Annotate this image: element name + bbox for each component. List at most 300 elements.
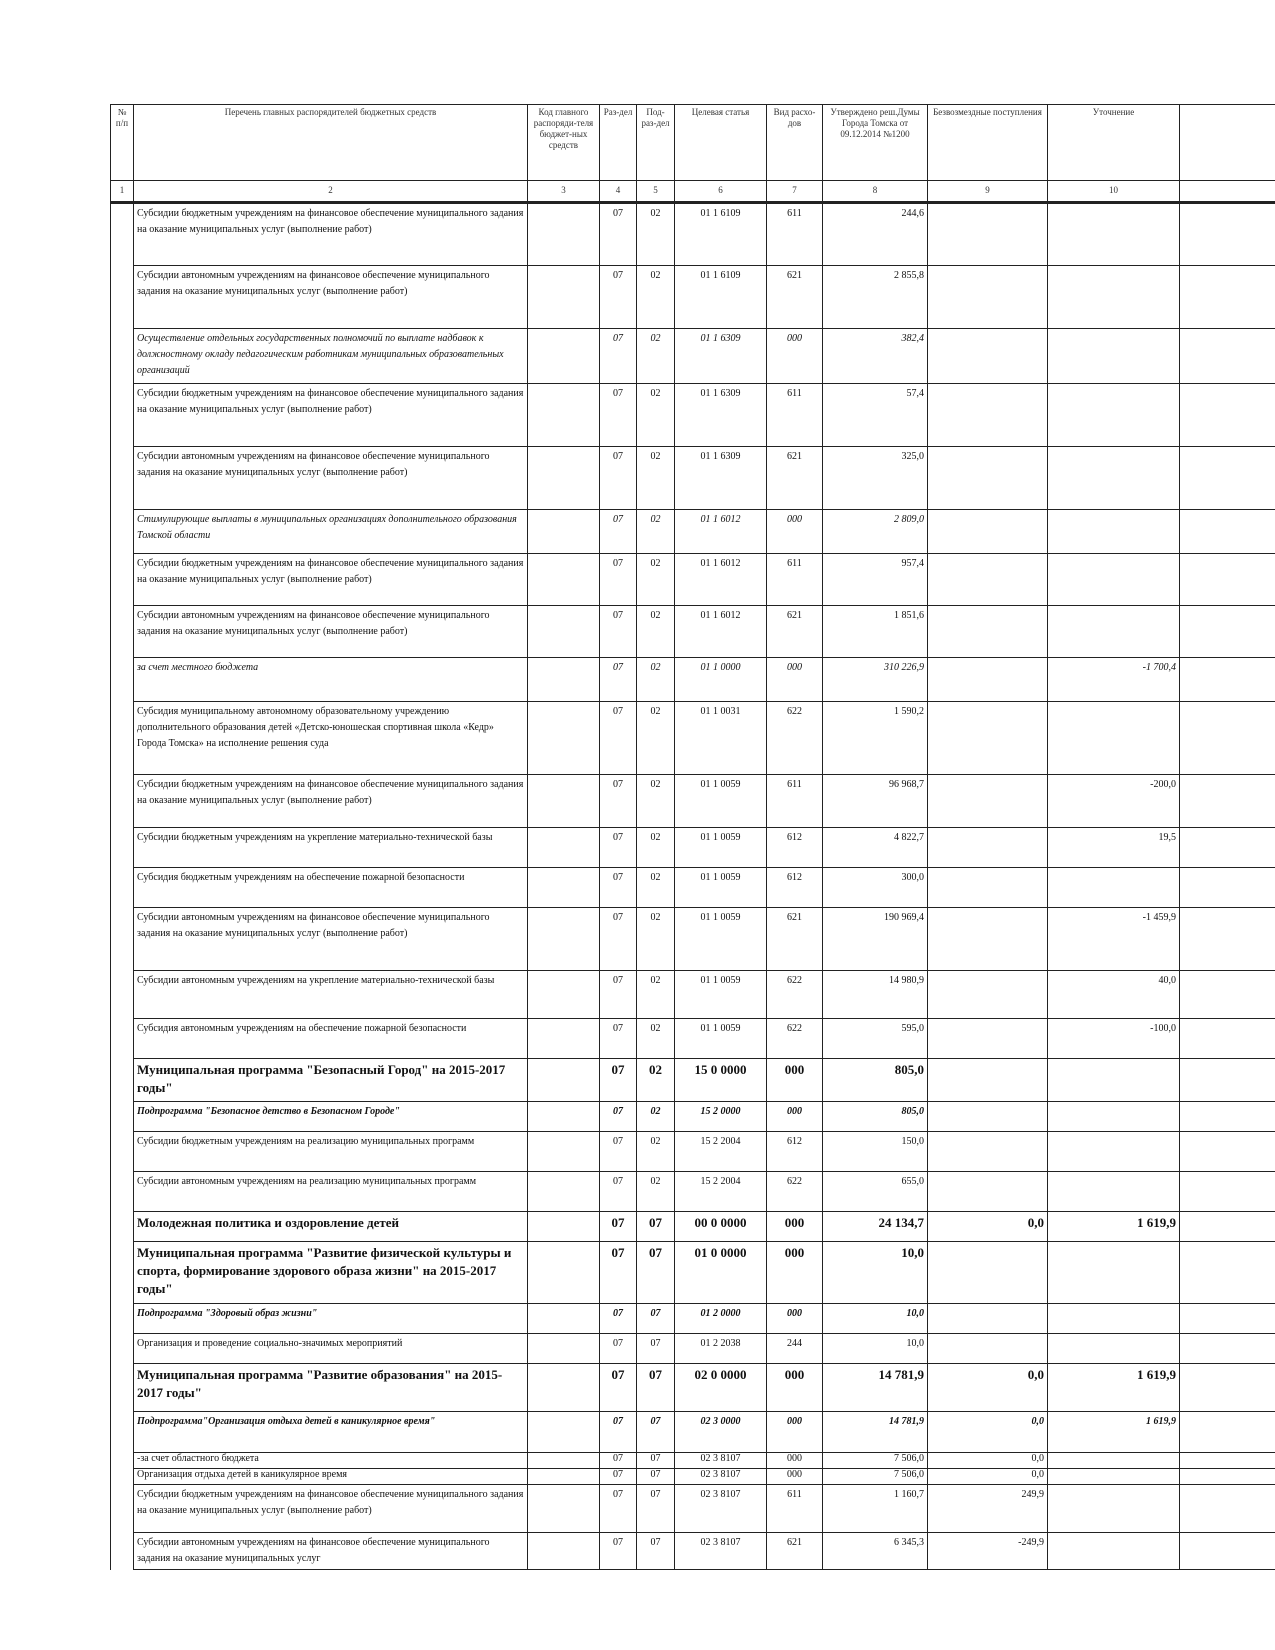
adjustment-amount-cell [1048, 1059, 1180, 1102]
col-header-target: Целевая статья [675, 105, 767, 181]
adjustment-amount-cell: 40,0 [1048, 971, 1180, 1019]
expense-name-cell: Субсидии бюджетным учреждениям на реализацию муниципальных программ [134, 1132, 528, 1172]
grant-amount-cell [928, 1334, 1048, 1364]
table-row [111, 203, 1275, 266]
podrazdel-cell: 02 [637, 203, 675, 266]
razdel-cell: 07 [600, 775, 637, 828]
expense-name-cell: Стимулирующие выплаты в муниципальных организациях дополнительного образования Томской области [134, 510, 528, 554]
extra-cell [1180, 775, 1275, 828]
expense-type-cell: 622 [767, 971, 823, 1019]
row-number-cell [111, 1102, 134, 1132]
expense-name-cell: Субсидии автономным учреждениям на финансовое обеспечение муниципального задания на оказание муниципальных услуг [134, 1533, 528, 1570]
row-number-cell [111, 1485, 134, 1533]
razdel-cell: 07 [600, 1059, 637, 1102]
grant-amount-cell [928, 606, 1048, 658]
razdel-cell: 07 [600, 1172, 637, 1212]
razdel-cell: 07 [600, 510, 637, 554]
grant-amount-cell [928, 1132, 1048, 1172]
target-article-cell: 01 1 0000 [675, 658, 767, 702]
adjustment-amount-cell: 1 619,9 [1048, 1212, 1180, 1242]
grant-amount-cell [928, 384, 1048, 447]
approved-amount-cell: 96 968,7 [823, 775, 928, 828]
table-row [111, 1102, 1275, 1132]
approved-amount-cell: 14 781,9 [823, 1412, 928, 1453]
col-header-expense-type: Вид расхо-дов [767, 105, 823, 181]
podrazdel-cell: 02 [637, 266, 675, 329]
podrazdel-cell: 07 [637, 1242, 675, 1304]
approved-amount-cell: 57,4 [823, 384, 928, 447]
target-article-cell: 02 3 8107 [675, 1469, 767, 1485]
row-number-cell [111, 702, 134, 775]
grant-amount-cell: 0,0 [928, 1469, 1048, 1485]
expense-name-cell: Осуществление отдельных государственных полномочий по выплате надбавок к должностному окладу педагогическим работникам муниципальных образовательных организаций [134, 329, 528, 384]
extra-cell [1180, 1304, 1275, 1334]
extra-cell [1180, 1533, 1275, 1570]
expense-type-cell: 611 [767, 203, 823, 266]
approved-amount-cell: 310 226,9 [823, 658, 928, 702]
adjustment-amount-cell: -100,0 [1048, 1019, 1180, 1059]
expense-name-cell: Субсидии бюджетным учреждениям на финансовое обеспечение муниципального задания на оказание муниципальных услуг (выполнение работ) [134, 554, 528, 606]
target-article-cell: 01 1 6309 [675, 329, 767, 384]
adjustment-amount-cell [1048, 1132, 1180, 1172]
distributor-code-cell [528, 702, 600, 775]
extra-cell [1180, 606, 1275, 658]
target-article-cell: 01 1 0059 [675, 868, 767, 908]
expense-name-cell: Подпрограмма "Безопасное детство в Безопасном Городе" [134, 1102, 528, 1132]
razdel-cell: 07 [600, 1469, 637, 1485]
row-number-cell [111, 447, 134, 510]
col-header-adjustment: Уточнение [1048, 105, 1180, 181]
grant-amount-cell: -249,9 [928, 1533, 1048, 1570]
row-number-cell [111, 606, 134, 658]
grant-amount-cell [928, 329, 1048, 384]
table-row [111, 1334, 1275, 1364]
expense-name-cell: Муниципальная программа "Развитие образования" на 2015-2017 годы" [134, 1364, 528, 1412]
distributor-code-cell [528, 329, 600, 384]
table-row [111, 828, 1275, 868]
podrazdel-cell: 07 [637, 1469, 675, 1485]
expense-name-cell: Субсидии бюджетным учреждениям на финансовое обеспечение муниципального задания на оказание муниципальных услуг (выполнение работ) [134, 203, 528, 266]
adjustment-amount-cell [1048, 1242, 1180, 1304]
extra-cell [1180, 1059, 1275, 1102]
grant-amount-cell [928, 658, 1048, 702]
expense-name-cell: Муниципальная программа "Развитие физической культуры и спорта, формирование здорового образа жизни" на 2015-2017 годы" [134, 1242, 528, 1304]
extra-cell [1180, 1242, 1275, 1304]
expense-name-cell: Организация отдыха детей в каникулярное время [134, 1469, 528, 1485]
row-number-cell [111, 554, 134, 606]
col-number: 10 [1048, 181, 1180, 203]
grant-amount-cell [928, 828, 1048, 868]
expense-type-cell: 611 [767, 384, 823, 447]
approved-amount-cell: 1 590,2 [823, 702, 928, 775]
adjustment-amount-cell: 19,5 [1048, 828, 1180, 868]
adjustment-amount-cell: 1 619,9 [1048, 1412, 1180, 1453]
razdel-cell: 07 [600, 1304, 637, 1334]
podrazdel-cell: 02 [637, 606, 675, 658]
expense-type-cell: 000 [767, 1059, 823, 1102]
target-article-cell: 01 1 6309 [675, 384, 767, 447]
approved-amount-cell: 1 851,6 [823, 606, 928, 658]
extra-cell [1180, 1334, 1275, 1364]
approved-amount-cell: 382,4 [823, 329, 928, 384]
distributor-code-cell [528, 266, 600, 329]
col-number: 4 [600, 181, 637, 203]
approved-amount-cell: 7 506,0 [823, 1469, 928, 1485]
razdel-cell: 07 [600, 606, 637, 658]
grant-amount-cell: 249,9 [928, 1485, 1048, 1533]
adjustment-amount-cell [1048, 702, 1180, 775]
target-article-cell: 01 1 6012 [675, 510, 767, 554]
adjustment-amount-cell [1048, 203, 1180, 266]
adjustment-amount-cell [1048, 510, 1180, 554]
expense-type-cell: 000 [767, 1412, 823, 1453]
table-row [111, 1172, 1275, 1212]
expense-type-cell: 000 [767, 1212, 823, 1242]
podrazdel-cell: 02 [637, 828, 675, 868]
adjustment-amount-cell [1048, 1172, 1180, 1212]
target-article-cell: 01 0 0000 [675, 1242, 767, 1304]
col-header-razdel: Раз-дел [600, 105, 637, 181]
table-row [111, 554, 1275, 606]
expense-type-cell: 621 [767, 266, 823, 329]
expense-type-cell: 611 [767, 554, 823, 606]
approved-amount-cell: 655,0 [823, 1172, 928, 1212]
expense-type-cell: 622 [767, 702, 823, 775]
grant-amount-cell [928, 447, 1048, 510]
approved-amount-cell: 24 134,7 [823, 1212, 928, 1242]
expense-name-cell: Организация и проведение социально-значимых мероприятий [134, 1334, 528, 1364]
col-number: 7 [767, 181, 823, 203]
expense-type-cell: 611 [767, 1485, 823, 1533]
grant-amount-cell [928, 868, 1048, 908]
target-article-cell: 02 0 0000 [675, 1364, 767, 1412]
extra-cell [1180, 828, 1275, 868]
extra-cell [1180, 1412, 1275, 1453]
expense-name-cell: Субсидии бюджетным учреждениям на финансовое обеспечение муниципального задания на оказание муниципальных услуг (выполнение работ) [134, 1485, 528, 1533]
expense-name-cell: за счет местного бюджета [134, 658, 528, 702]
extra-cell [1180, 1132, 1275, 1172]
grant-amount-cell [928, 554, 1048, 606]
extra-cell [1180, 203, 1275, 266]
extra-cell [1180, 1172, 1275, 1212]
podrazdel-cell: 07 [637, 1453, 675, 1469]
adjustment-amount-cell [1048, 1304, 1180, 1334]
extra-cell [1180, 1485, 1275, 1533]
grant-amount-cell [928, 1304, 1048, 1334]
adjustment-amount-cell [1048, 1102, 1180, 1132]
approved-amount-cell: 14 781,9 [823, 1364, 928, 1412]
adjustment-amount-cell [1048, 1533, 1180, 1570]
distributor-code-cell [528, 447, 600, 510]
target-article-cell: 15 2 2004 [675, 1132, 767, 1172]
expense-type-cell: 000 [767, 1364, 823, 1412]
expense-type-cell: 612 [767, 828, 823, 868]
razdel-cell: 07 [600, 702, 637, 775]
extra-cell [1180, 868, 1275, 908]
expense-name-cell: -за счет областного бюджета [134, 1453, 528, 1469]
expense-name-cell: Субсидии бюджетным учреждениям на укрепление материально-технической базы [134, 828, 528, 868]
podrazdel-cell: 02 [637, 658, 675, 702]
target-article-cell: 01 1 0059 [675, 828, 767, 868]
col-number-extra [1180, 181, 1275, 203]
grant-amount-cell [928, 971, 1048, 1019]
table-row [111, 971, 1275, 1019]
distributor-code-cell [528, 203, 600, 266]
podrazdel-cell: 02 [637, 554, 675, 606]
expense-type-cell: 622 [767, 1172, 823, 1212]
grant-amount-cell: 0,0 [928, 1412, 1048, 1453]
target-article-cell: 02 3 8107 [675, 1533, 767, 1570]
adjustment-amount-cell: 1 619,9 [1048, 1364, 1180, 1412]
expense-name-cell: Субсидии автономным учреждениям на реализацию муниципальных программ [134, 1172, 528, 1212]
extra-cell [1180, 908, 1275, 971]
distributor-code-cell [528, 1102, 600, 1132]
budget-sheet [110, 104, 1275, 1570]
distributor-code-cell [528, 1132, 600, 1172]
table-row [111, 658, 1275, 702]
table-row [111, 1059, 1275, 1102]
podrazdel-cell: 07 [637, 1304, 675, 1334]
podrazdel-cell: 02 [637, 447, 675, 510]
distributor-code-cell [528, 908, 600, 971]
table-row [111, 447, 1275, 510]
col-number: 5 [637, 181, 675, 203]
table-row [111, 1212, 1275, 1242]
extra-cell [1180, 1102, 1275, 1132]
approved-amount-cell: 595,0 [823, 1019, 928, 1059]
approved-amount-cell: 805,0 [823, 1102, 928, 1132]
extra-cell [1180, 510, 1275, 554]
podrazdel-cell: 02 [637, 702, 675, 775]
distributor-code-cell [528, 868, 600, 908]
expense-name-cell: Муниципальная программа "Безопасный Город" на 2015-2017 годы" [134, 1059, 528, 1102]
podrazdel-cell: 02 [637, 908, 675, 971]
podrazdel-cell: 02 [637, 868, 675, 908]
distributor-code-cell [528, 1485, 600, 1533]
target-article-cell: 01 1 6012 [675, 606, 767, 658]
row-number-cell [111, 1242, 134, 1304]
extra-cell [1180, 266, 1275, 329]
razdel-cell: 07 [600, 1364, 637, 1412]
target-article-cell: 01 1 0059 [675, 775, 767, 828]
grant-amount-cell [928, 1102, 1048, 1132]
row-number-cell [111, 1019, 134, 1059]
row-number-cell [111, 1132, 134, 1172]
razdel-cell: 07 [600, 1132, 637, 1172]
grant-amount-cell [928, 203, 1048, 266]
grant-amount-cell [928, 775, 1048, 828]
extra-cell [1180, 1019, 1275, 1059]
podrazdel-cell: 02 [637, 1059, 675, 1102]
col-header-podrazdel: Под-раз-дел [637, 105, 675, 181]
extra-cell [1180, 1469, 1275, 1485]
distributor-code-cell [528, 775, 600, 828]
grant-amount-cell [928, 1059, 1048, 1102]
expense-name-cell: Субсидии автономным учреждениям на финансовое обеспечение муниципального задания на оказание муниципальных услуг (выполнение работ) [134, 447, 528, 510]
podrazdel-cell: 02 [637, 384, 675, 447]
adjustment-amount-cell [1048, 1469, 1180, 1485]
approved-amount-cell: 325,0 [823, 447, 928, 510]
adjustment-amount-cell [1048, 266, 1180, 329]
podrazdel-cell: 02 [637, 329, 675, 384]
table-row [111, 1304, 1275, 1334]
row-number-cell [111, 1059, 134, 1102]
approved-amount-cell: 2 809,0 [823, 510, 928, 554]
target-article-cell: 01 1 0059 [675, 971, 767, 1019]
col-header-extra [1180, 105, 1275, 181]
table-row [111, 329, 1275, 384]
extra-cell [1180, 1212, 1275, 1242]
podrazdel-cell: 07 [637, 1412, 675, 1453]
grant-amount-cell [928, 702, 1048, 775]
adjustment-amount-cell [1048, 384, 1180, 447]
distributor-code-cell [528, 1172, 600, 1212]
razdel-cell: 07 [600, 447, 637, 510]
grant-amount-cell [928, 908, 1048, 971]
col-number: 9 [928, 181, 1048, 203]
distributor-code-cell [528, 1453, 600, 1469]
adjustment-amount-cell [1048, 1453, 1180, 1469]
table-row [111, 384, 1275, 447]
expense-type-cell: 000 [767, 1102, 823, 1132]
expense-type-cell: 612 [767, 1132, 823, 1172]
approved-amount-cell: 10,0 [823, 1334, 928, 1364]
col-header-approved: Утверждено реш.Думы Города Томска от 09.12.2014 №1200 [823, 105, 928, 181]
razdel-cell: 07 [600, 1533, 637, 1570]
expense-type-cell: 621 [767, 908, 823, 971]
table-row [111, 1019, 1275, 1059]
expense-name-cell: Подпрограмма"Организация отдыха детей в каникулярное время" [134, 1412, 528, 1453]
podrazdel-cell: 07 [637, 1334, 675, 1364]
target-article-cell: 15 2 2004 [675, 1172, 767, 1212]
row-number-cell [111, 329, 134, 384]
target-article-cell: 01 1 6309 [675, 447, 767, 510]
adjustment-amount-cell [1048, 329, 1180, 384]
expense-type-cell: 244 [767, 1334, 823, 1364]
distributor-code-cell [528, 1412, 600, 1453]
row-number-cell [111, 1212, 134, 1242]
adjustment-amount-cell: -200,0 [1048, 775, 1180, 828]
distributor-code-cell [528, 554, 600, 606]
razdel-cell: 07 [600, 1453, 637, 1469]
approved-amount-cell: 6 345,3 [823, 1533, 928, 1570]
distributor-code-cell [528, 971, 600, 1019]
razdel-cell: 07 [600, 1485, 637, 1533]
extra-cell [1180, 554, 1275, 606]
target-article-cell: 02 3 0000 [675, 1412, 767, 1453]
row-number-cell [111, 203, 134, 266]
podrazdel-cell: 02 [637, 1132, 675, 1172]
extra-cell [1180, 971, 1275, 1019]
expense-type-cell: 000 [767, 510, 823, 554]
column-number-row [111, 181, 1275, 203]
razdel-cell: 07 [600, 1212, 637, 1242]
grant-amount-cell: 0,0 [928, 1453, 1048, 1469]
adjustment-amount-cell [1048, 447, 1180, 510]
expense-name-cell: Субсидия бюджетным учреждениям на обеспечение пожарной безопасности [134, 868, 528, 908]
distributor-code-cell [528, 658, 600, 702]
row-number-cell [111, 868, 134, 908]
approved-amount-cell: 2 855,8 [823, 266, 928, 329]
target-article-cell: 01 1 0031 [675, 702, 767, 775]
approved-amount-cell: 244,6 [823, 203, 928, 266]
extra-cell [1180, 1453, 1275, 1469]
grant-amount-cell [928, 510, 1048, 554]
col-header-num: № п/п [111, 105, 134, 181]
razdel-cell: 07 [600, 1102, 637, 1132]
grant-amount-cell [928, 1019, 1048, 1059]
podrazdel-cell: 02 [637, 1172, 675, 1212]
target-article-cell: 02 3 8107 [675, 1453, 767, 1469]
razdel-cell: 07 [600, 658, 637, 702]
grant-amount-cell [928, 266, 1048, 329]
podrazdel-cell: 02 [637, 775, 675, 828]
expense-name-cell: Субсидии автономным учреждениям на укрепление материально-технической базы [134, 971, 528, 1019]
table-row [111, 702, 1275, 775]
row-number-cell [111, 1533, 134, 1570]
target-article-cell: 01 1 6109 [675, 203, 767, 266]
expense-type-cell: 621 [767, 606, 823, 658]
extra-cell [1180, 384, 1275, 447]
row-number-cell [111, 1412, 134, 1453]
approved-amount-cell: 300,0 [823, 868, 928, 908]
approved-amount-cell: 190 969,4 [823, 908, 928, 971]
target-article-cell: 00 0 0000 [675, 1212, 767, 1242]
podrazdel-cell: 02 [637, 1102, 675, 1132]
adjustment-amount-cell [1048, 868, 1180, 908]
row-number-cell [111, 1364, 134, 1412]
razdel-cell: 07 [600, 1334, 637, 1364]
razdel-cell: 07 [600, 1242, 637, 1304]
distributor-code-cell [528, 606, 600, 658]
grant-amount-cell [928, 1172, 1048, 1212]
expense-type-cell: 000 [767, 1453, 823, 1469]
expense-name-cell: Субсидии автономным учреждениям на финансовое обеспечение муниципального задания на оказание муниципальных услуг (выполнение работ) [134, 606, 528, 658]
target-article-cell: 01 1 6109 [675, 266, 767, 329]
row-number-cell [111, 266, 134, 329]
razdel-cell: 07 [600, 1019, 637, 1059]
table-row [111, 266, 1275, 329]
col-header-grants: Безвозмездные поступления [928, 105, 1048, 181]
adjustment-amount-cell: -1 700,4 [1048, 658, 1180, 702]
expense-name-cell: Субсидия муниципальному автономному образовательному учреждению дополнительного образования детей «Детско-юношеская спортивная школа «Кедр» Города Томска» на исполнение решения суда [134, 702, 528, 775]
header-row [111, 105, 1275, 181]
distributor-code-cell [528, 1533, 600, 1570]
table-row [111, 510, 1275, 554]
podrazdel-cell: 07 [637, 1364, 675, 1412]
table-row [111, 1132, 1275, 1172]
expense-type-cell: 000 [767, 1304, 823, 1334]
approved-amount-cell: 7 506,0 [823, 1453, 928, 1469]
approved-amount-cell: 805,0 [823, 1059, 928, 1102]
distributor-code-cell [528, 1059, 600, 1102]
table-row [111, 1242, 1275, 1304]
table-body [111, 203, 1275, 1570]
expense-name-cell: Субсидии бюджетным учреждениям на финансовое обеспечение муниципального задания на оказание муниципальных услуг (выполнение работ) [134, 775, 528, 828]
distributor-code-cell [528, 1469, 600, 1485]
table-row [111, 1533, 1275, 1570]
col-header-code: Код главного распоряди-теля бюджет-ных средств [528, 105, 600, 181]
expense-type-cell: 611 [767, 775, 823, 828]
razdel-cell: 07 [600, 203, 637, 266]
distributor-code-cell [528, 1212, 600, 1242]
podrazdel-cell: 07 [637, 1485, 675, 1533]
row-number-cell [111, 1469, 134, 1485]
razdel-cell: 07 [600, 908, 637, 971]
table-row [111, 908, 1275, 971]
podrazdel-cell: 07 [637, 1533, 675, 1570]
distributor-code-cell [528, 1242, 600, 1304]
